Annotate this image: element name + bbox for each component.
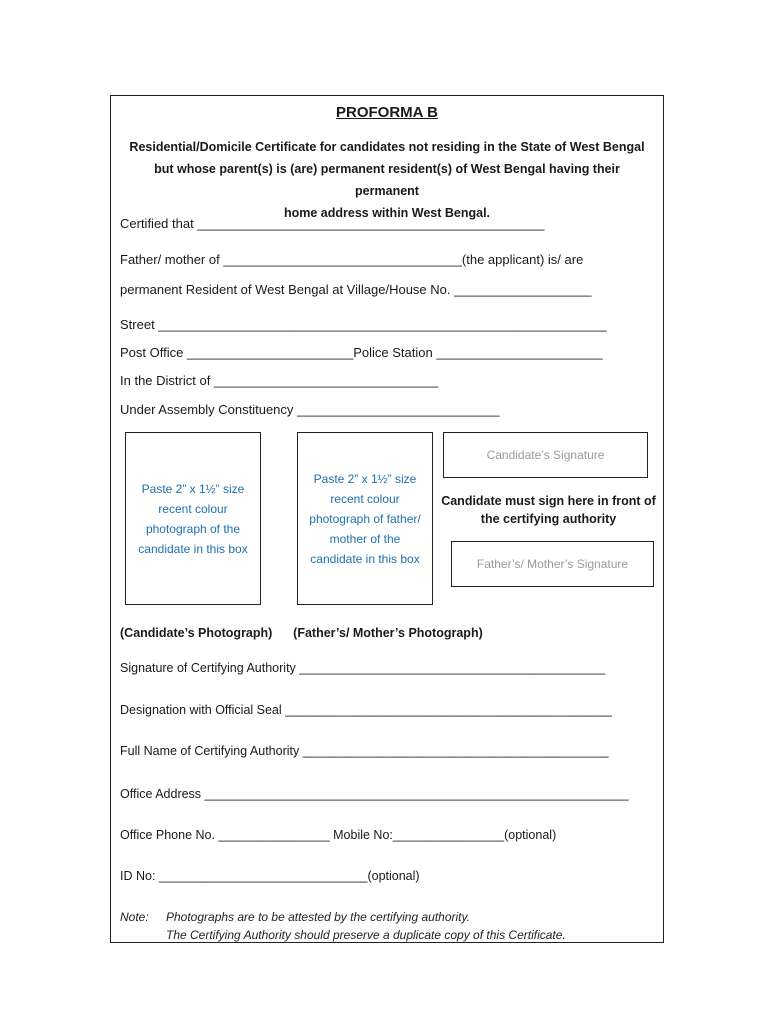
phone-mobile-field[interactable]: Office Phone No. ________________ Mobile No:________________(optional) xyxy=(120,828,557,842)
certified-that-field[interactable]: Certified that ________________________________________________ xyxy=(120,216,545,231)
permanent-resident-field[interactable]: permanent Resident of West Bengal at Village/House No. ___________________ xyxy=(120,282,592,297)
candidate-photo-box xyxy=(125,432,261,605)
note-label: Note: xyxy=(120,910,149,924)
photo-caption: (Candidate’s Photograph) (Father’s/ Mother’s Photograph) xyxy=(120,626,483,640)
intro-line-2: but whose parent(s) is (are) permanent resident(s) of West Bengal having their permanent xyxy=(154,162,620,198)
note-line-1: Photographs are to be attested by the certifying authority. xyxy=(166,910,470,924)
candidate-sign-note: Candidate must sign here in front of the certifying authority xyxy=(441,494,656,526)
form-title: PROFORMA B xyxy=(336,104,438,121)
assembly-constituency-field[interactable]: Under Assembly Constituency ____________________________ xyxy=(120,402,500,417)
office-address-field[interactable]: Office Address _____________________________________________________________ xyxy=(120,787,629,801)
parent-photo-box xyxy=(297,432,433,605)
form-intro xyxy=(121,136,653,224)
note-line-2: The Certifying Authority should preserve a duplicate copy of this Certificate. xyxy=(166,928,566,942)
post-office-police-station-field[interactable]: Post Office _______________________Police Station _______________________ xyxy=(120,345,603,360)
candidate-photo-instruction: Paste 2” x 1½” size recent colour photograph of the candidate in this box xyxy=(138,481,248,556)
id-no-field[interactable]: ID No: ______________________________(optional) xyxy=(120,869,420,883)
certificate-form xyxy=(110,95,664,943)
father-mother-of-field[interactable]: Father/ mother of _________________________________(the applicant) is/ are xyxy=(120,252,584,267)
street-field[interactable]: Street ______________________________________________________________ xyxy=(120,317,607,332)
parent-signature-box[interactable]: Father’s/ Mother’s Signature xyxy=(451,541,654,587)
designation-seal-field[interactable]: Designation with Official Seal _______________________________________________ xyxy=(120,703,612,717)
candidate-signature-box[interactable]: Candidate’s Signature xyxy=(443,432,648,478)
authority-signature-field[interactable]: Signature of Certifying Authority ____________________________________________ xyxy=(120,661,606,675)
intro-line-1: Residential/Domicile Certificate for candidates not residing in the State of West Bengal xyxy=(129,140,645,154)
parent-photo-instruction: Paste 2” x 1½” size recent colour photograph of father/ mother of the candidate in this box xyxy=(309,471,421,566)
intro-line-3: home address within West Bengal. xyxy=(283,206,491,220)
authority-full-name-field[interactable]: Full Name of Certifying Authority ____________________________________________ xyxy=(120,744,609,758)
district-field[interactable]: In the District of _______________________________ xyxy=(120,373,439,388)
